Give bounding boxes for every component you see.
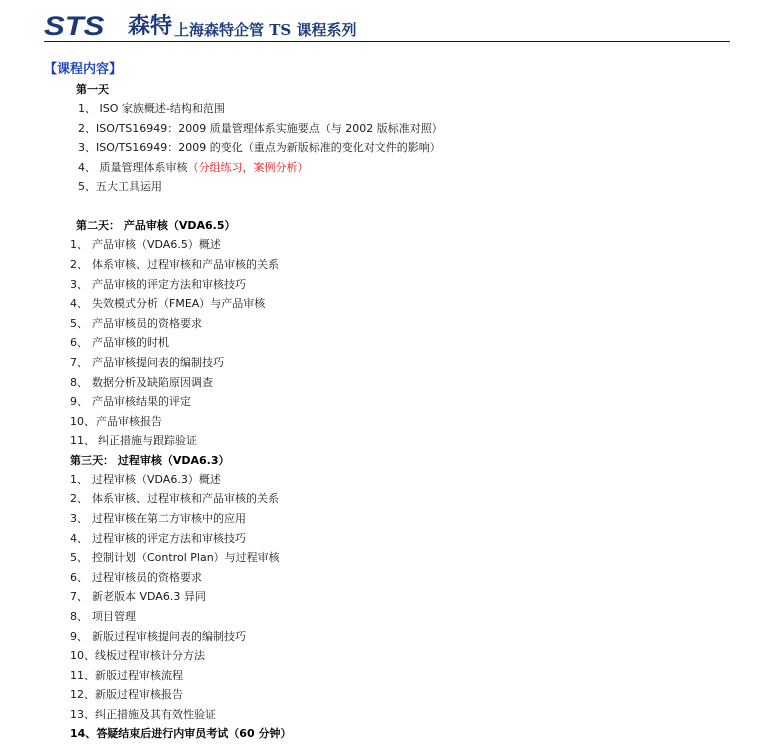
- day2-item-8: [70, 375, 213, 391]
- item-number: 4、: [78, 161, 96, 174]
- day2-item-10: [70, 414, 162, 430]
- item-number: 5、: [78, 180, 96, 193]
- day2-item-5: [70, 316, 202, 332]
- item-text: 新版过程审核流程: [95, 669, 183, 682]
- item-text: ISO/TS16949：2009 的变化（重点为新版标准的变化对文件的影响）: [96, 141, 441, 154]
- header-divider: [44, 41, 730, 42]
- item-text: ISO 家族概述-结构和范围: [96, 102, 225, 115]
- item-number: 4、: [70, 297, 88, 310]
- item-text: 过程审核的评定方法和审核技巧: [92, 532, 246, 545]
- item-text: 体系审核、过程审核和产品审核的关系: [92, 258, 279, 271]
- item-text: 答疑结束后进行内审员考试（60 分钟）: [96, 727, 292, 740]
- item-number: 9、: [70, 630, 88, 643]
- day2-item-4: [70, 296, 265, 312]
- item-number: 1、: [78, 102, 96, 115]
- item-text: 产品审核提问表的编制技巧: [92, 356, 224, 369]
- item-number: 13、: [70, 708, 95, 721]
- day3-item-2: [70, 491, 279, 507]
- day3-item-8: [70, 609, 136, 625]
- day2-item-6: [70, 335, 169, 351]
- item-text: 质量管理体系审核: [96, 161, 188, 174]
- item-number: 14、: [70, 727, 97, 740]
- header-title: 上海森特企管 TS 课程系列: [174, 21, 357, 39]
- item-number: 12、: [70, 688, 95, 701]
- day1-item-2: [78, 121, 443, 137]
- item-number: 3、: [70, 278, 88, 291]
- item-number: 8、: [70, 376, 88, 389]
- item-text: ISO/TS16949：2009 质量管理体系实施要点（与 2002 版标准对照）: [96, 122, 443, 135]
- day1-item-3: [78, 140, 441, 156]
- item-number: 2、: [70, 492, 88, 505]
- item-number: 10、: [70, 649, 95, 662]
- item-text: 控制计划（Control Plan）与过程审核: [92, 551, 280, 564]
- item-text: 产品审核的时机: [92, 336, 169, 349]
- day3-item-7: [70, 589, 206, 605]
- item-number: 9、: [70, 395, 88, 408]
- item-number: 3、: [78, 141, 96, 154]
- day3-item-5: [70, 550, 280, 566]
- item-number: 10、: [70, 415, 95, 428]
- day2-title: 第二天： 产品审核（VDA6.5）: [76, 219, 236, 232]
- item-text: 线板过程审核计分方法: [95, 649, 205, 662]
- item-text: 产品审核结果的评定: [92, 395, 191, 408]
- item-number: 1、: [70, 238, 88, 251]
- sts-logo: STS: [44, 11, 105, 41]
- day3-item-3: [70, 511, 246, 527]
- day2-item-3: [70, 277, 246, 293]
- item-number: 3、: [70, 512, 88, 525]
- day3-item-4: [70, 531, 246, 547]
- item-number: 5、: [70, 317, 88, 330]
- item-text: 体系审核、过程审核和产品审核的关系: [92, 492, 279, 505]
- item-text: 五大工具运用: [96, 180, 162, 193]
- item-text: 产品审核报告: [96, 415, 162, 428]
- item-text: 新版过程审核提问表的编制技巧: [92, 630, 246, 643]
- day2-item-2: [70, 257, 279, 273]
- day3-item-11: [70, 668, 183, 684]
- day2-item-11: [70, 433, 197, 449]
- item-text: 过程审核（VDA6.3）概述: [92, 473, 221, 486]
- item-text: 项目管理: [92, 610, 136, 623]
- item-text: 产品审核员的资格要求: [92, 317, 202, 330]
- item-text: 纠正措施与跟踪验证: [98, 434, 197, 447]
- day3-item-1: [70, 472, 221, 488]
- day1-item-1: [78, 101, 225, 117]
- item-text: 过程审核在第二方审核中的应用: [92, 512, 246, 525]
- item-number: 7、: [70, 590, 88, 603]
- day1-title: 第一天: [76, 83, 109, 96]
- day3-item-10: [70, 648, 205, 664]
- item-number: 8、: [70, 610, 88, 623]
- day2-item-7: [70, 355, 224, 371]
- day2-item-1: [70, 237, 221, 253]
- item-number: 7、: [70, 356, 88, 369]
- item-text: 失效模式分析（FMEA）与产品审核: [92, 297, 266, 310]
- item-text: 过程审核员的资格要求: [92, 571, 202, 584]
- day1-item-4: [78, 160, 309, 176]
- day3-item-12: [70, 687, 183, 703]
- item-note: （分组练习，案例分析）: [187, 161, 309, 174]
- header: [44, 10, 730, 42]
- day3-item-13: [70, 707, 216, 723]
- item-number: 6、: [70, 571, 88, 584]
- day3-item-9: [70, 629, 246, 645]
- item-number: 2、: [78, 122, 96, 135]
- item-number: 2、: [70, 258, 88, 271]
- item-text: 产品审核的评定方法和审核技巧: [92, 278, 246, 291]
- item-number: 5、: [70, 551, 88, 564]
- item-number: 11、: [70, 434, 95, 447]
- day3-item-6: [70, 570, 202, 586]
- item-number: 11、: [70, 669, 95, 682]
- item-text: 数据分析及缺陷原因调查: [92, 376, 213, 389]
- item-text: 产品审核（VDA6.5）概述: [92, 238, 221, 251]
- logo-chinese: 森特: [128, 14, 173, 39]
- item-text: 新版过程审核报告: [95, 688, 183, 701]
- item-number: 4、: [70, 532, 88, 545]
- item-text: 新老版本 VDA6.3 异同: [92, 590, 206, 603]
- item-number: 6、: [70, 336, 88, 349]
- item-text: 纠正措施及其有效性验证: [95, 708, 216, 721]
- section-title: 【课程内容】: [44, 62, 123, 77]
- day3-title: 第三天： 过程审核（VDA6.3）: [70, 454, 230, 467]
- day3-item-14: [70, 726, 291, 742]
- day2-item-9: [70, 394, 191, 410]
- item-number: 1、: [70, 473, 88, 486]
- day1-item-5: [78, 179, 162, 195]
